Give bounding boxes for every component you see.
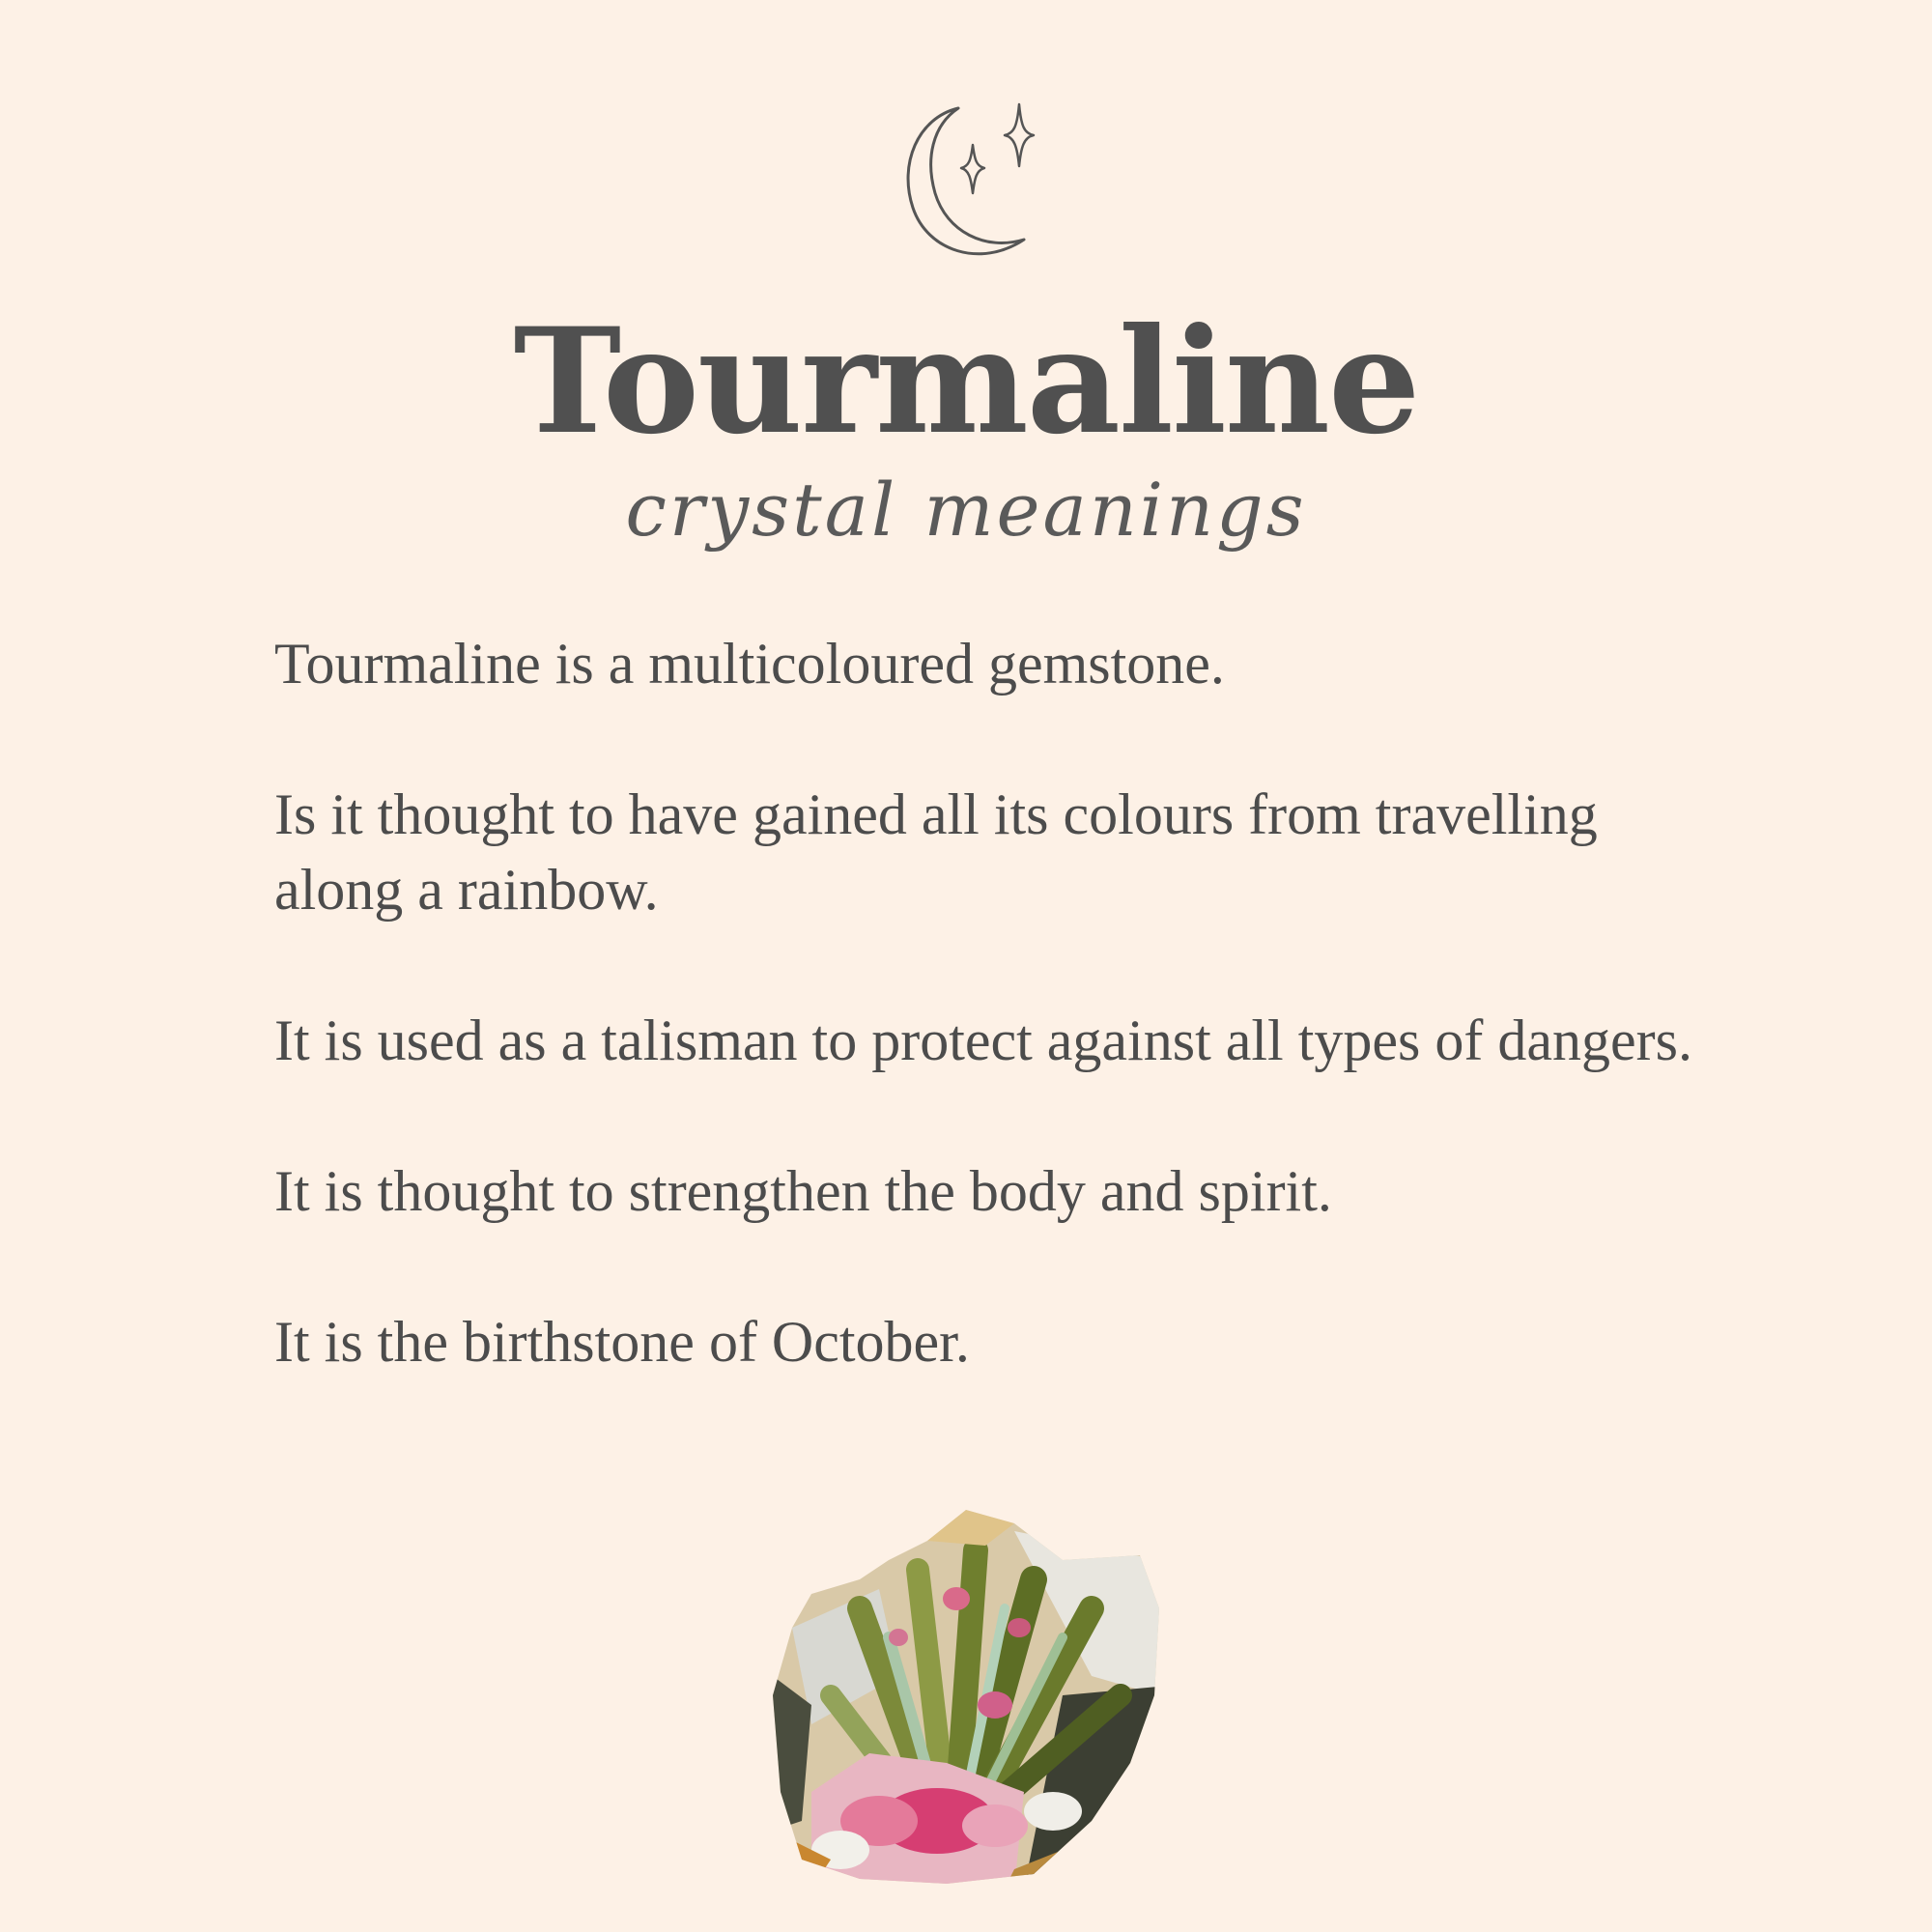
paragraph: Tourmaline is a multicoloured gemstone. — [274, 632, 1225, 696]
page-subtitle: crystal meanings — [625, 467, 1307, 553]
page-title: Tourmaline — [513, 297, 1419, 467]
paragraph: Is it thought to have gained all its colours from travelling along a rainbow. — [274, 782, 1598, 922]
description-text — [274, 626, 1694, 1455]
paragraph: It is used as a talisman to protect against all types of dangers. — [274, 1009, 1692, 1072]
moon-stars-icon — [889, 97, 1043, 270]
tourmaline-crystal-image — [773, 1502, 1169, 1889]
paragraph: It is thought to strengthen the body and spirit. — [274, 1159, 1332, 1223]
paragraph: It is the birthstone of October. — [274, 1310, 970, 1374]
